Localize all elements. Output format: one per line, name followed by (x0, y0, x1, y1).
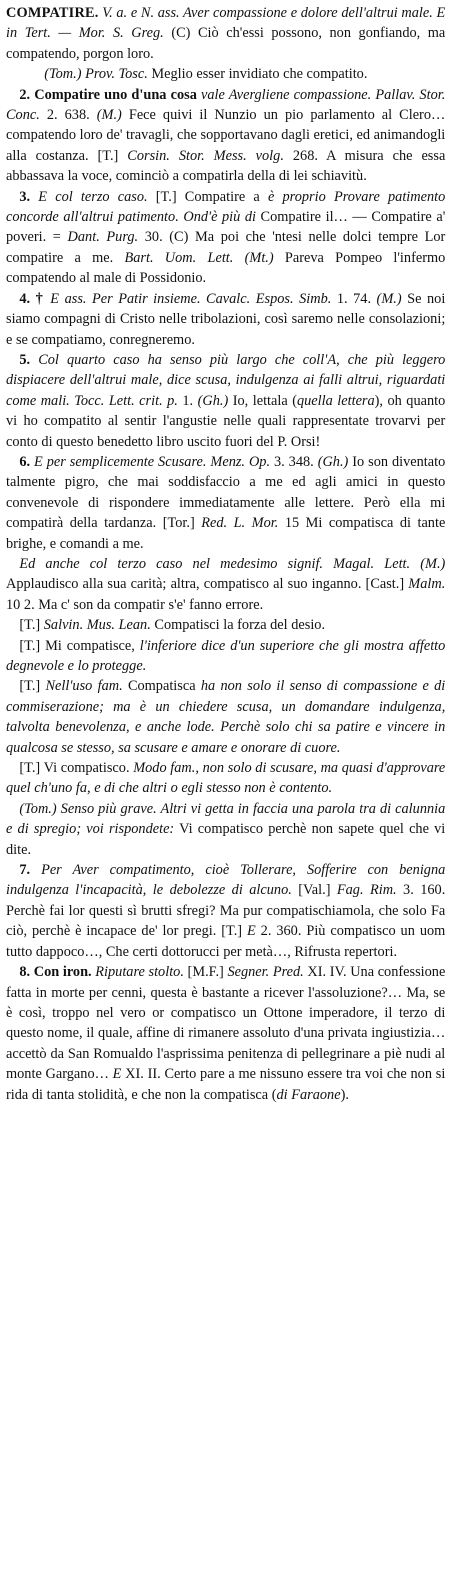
entry-text-segment: 7. (19, 862, 31, 879)
entry-text-segment: Malm. (408, 576, 446, 593)
entry-text-segment: Corsin. Stor. Mess. volg. (127, 147, 284, 164)
entry-paragraph-p6d (6, 636, 445, 677)
entry-paragraph-p6c (6, 615, 445, 635)
entry-text-segment: 268. A misura che essa abbassava la voce, cominciò a compatirla della di lei schiavitù. (6, 147, 446, 185)
entry-text-segment: (Gh.) (197, 392, 229, 409)
entry-text-segment: E (246, 923, 256, 940)
entry-text-segment: (Tom.) Prov. Tosc. (44, 66, 148, 83)
entry-paragraph-p6e (6, 676, 445, 758)
entry-text-segment: 3. 160. Perchè fai lor questi sì brutti sfregi? Ma pur compatischiamola, che solo Fa ciò, perchè è incapace de' lor pregi. [T.] (6, 882, 446, 940)
entry-text-segment: 3. (19, 188, 31, 205)
entry-text-segment: è proprio Provare patimento concorde all'altrui patimento. Ond'è più di (6, 188, 446, 226)
headword: COMPATIRE. (6, 5, 99, 21)
entry-text-segment: [T.] Vi compatisco. (19, 760, 134, 777)
entry-text-segment: ha non solo il senso di compassione e di commiserazione; ma è un chiedere scusa, un domandare indulgenza, talvolta benevolenza, e anche lode. Perchè solo chi sa patire e vincere in qualcosa se stesso, sa scusare e amare e onorare di cuore. (6, 678, 446, 756)
entry-text-segment: (M.) (96, 107, 122, 124)
entry-text-segment: E (112, 1066, 122, 1083)
entry-text-segment: Per Aver compatimento, cioè Tollerare, Sofferire con benigna indulgenza l'incapacità, le debolezze di alcuno. (6, 862, 446, 899)
entry-text-segment: 2. 638. (39, 107, 97, 124)
entry-text-segment: ). (340, 1086, 349, 1103)
entry-text-segment: Io, lettala ( (228, 392, 297, 409)
entry-text-segment: Bart. Uom. Lett. (Mt.) (124, 249, 274, 266)
entry-text-segment: E col terzo caso. (30, 188, 148, 205)
entry-text-segment: Ed anche col terzo caso nel medesimo signif. Magal. Lett. (M.) (19, 555, 446, 572)
entry-text-segment: Red. L. Mor. (201, 515, 279, 532)
entry-text-segment: 30. (C) Ma poi che 'ntesi nelle dolci tempre Lor compatire a me. (6, 229, 446, 266)
entry-text-segment: Fece quivi il Nunzio un pio parlamento al Clero… compatendo loro de' travagli, che sopportavano dagli eretici, ed animandogli alla costanza. [T.] (6, 107, 446, 164)
entry-paragraph-p8 (6, 962, 445, 1105)
entry-text-segment: Nell'uso fam. (45, 678, 123, 695)
entry-text-segment: Se noi siamo compagni di Cristo nelle tribolazioni, così saremo nelle consolazioni; e se compatiamo, conregneremo. (6, 290, 446, 348)
entry-paragraph-p0 (6, 3, 445, 64)
entry-text-segment: (C) Ciò ch'essi possono, non gonfiando, ma compatendo, porgon loro. (6, 25, 446, 62)
entry-paragraph-p6 (6, 452, 445, 554)
entry-paragraph-p4 (6, 289, 445, 350)
entry-text-segment: Modo fam., non solo di scusare, ma quasi d'approvare quel ch'uno fa, e di che altri o egli stesso non è contento. (6, 760, 446, 797)
entry-text-segment: Io son diventato talmente pigro, che mai soddisfaccio a me ed agli amici in questo convenevole di rispondere immediatamente alle lettere. Però ella mi compatirà della tardanza. [Tor.] (6, 453, 446, 532)
entry-text-segment: 6. (19, 453, 31, 470)
entry-text-segment: Col quarto caso ha senso più largo che coll'A, che più leggero dispiacere dell'altrui male, dice scusa, indulgenza ai falli altrui, riguardati come mali. Tocc. Lett. crit. p. (6, 351, 446, 409)
entry-text-segment: 8. Con iron. (19, 964, 92, 981)
entry-text-segment: E ass. Per Patir insieme. Cavalc. Espos. Simb. (44, 290, 332, 307)
entry-text-segment: Pareva Pompeo l'infermo compatendo al male di Possidonio. (6, 249, 446, 287)
entry-text-segment: Fag. Rim. (336, 882, 397, 899)
entry-text-segment: 1. 74. (331, 290, 377, 307)
entry-text-segment: 5. (19, 351, 31, 368)
entry-text-segment: [T.] Compatire a (147, 188, 268, 205)
entry-text-segment: 4. † (19, 290, 45, 307)
entry-text-segment: XI. IV. Una confessione fatta in morte per cenni, questa è bastante a ricever l'assoluzione?… Ma, se è così, troppo nel vero or compatisco un Ottone imperadore, il terzo di questo nome, il quale, affine di rimanere assoluto d'una privata ingiustizia… accettò da San Romualdo l'asprissima penitenza di pellegrinare a piè nudi al monte Gargano… (6, 964, 446, 1083)
entry-text-segment: Applaudisco alla sua carità; altra, compatisco al suo inganno. [Cast.] (6, 576, 409, 593)
entry-text-segment: 3. 348. (270, 453, 318, 470)
entry-text-segment: V. a. e N. ass. Aver compassione e dolore dell'altrui male. E in Tert. — Mor. S. Greg. (6, 5, 446, 42)
entry-paragraph-p2 (6, 85, 445, 187)
entry-text-segment: (M.) (376, 290, 402, 307)
entry-text-segment: vale Avergliene compassione. Pallav. Stor. Conc. (6, 86, 446, 124)
entry-paragraph-p3 (6, 187, 445, 289)
entry-text-segment: Dant. Purg. (67, 229, 139, 246)
entry-text-segment: XI. II. Certo pare a me nissuno essere tra voi che non si rida di tanta stolidità, e che non la compatisca ( (6, 1066, 446, 1103)
entry-paragraph-p6b (6, 554, 445, 615)
entry-text-segment: [Val.] (291, 882, 337, 899)
dictionary-entry (6, 3, 445, 1105)
entry-text-segment: Vi compatisco perchè non sapete quel che vi dite. (6, 821, 446, 858)
entry-text-segment: (Tom.) Senso più grave. Altri vi getta in faccia una parola tra di calunnia e di spregio; voi rispondete: (6, 800, 446, 838)
entry-text-segment: [T.] (19, 617, 44, 634)
entry-text-segment: Meglio esser invidiato che compatito. (147, 66, 368, 83)
entry-text-segment: Segner. Pred. (227, 964, 304, 981)
entry-text-segment: l'inferiore dice d'un superiore che gli mostra affetto degnevole e lo protegge. (6, 637, 446, 674)
entry-text-segment: 15 Mi compatisca di tante brighe, e comandi a me. (6, 515, 446, 552)
entry-paragraph-p5 (6, 350, 445, 452)
entry-paragraph-p0b (6, 64, 445, 84)
entry-text-segment: Salvin. Mus. Lean. (43, 617, 151, 634)
entry-text-segment: 2. Compatire uno d'una cosa (19, 86, 197, 103)
entry-text-segment: quella lettera (296, 392, 375, 409)
entry-paragraph-p6g (6, 799, 445, 860)
entry-text-segment: 2. 360. Più compatisco un uom tutto dappoco…, Che certi dottorucci per metà…, Rifrusta repertori. (6, 923, 446, 960)
entry-text-segment: Compatisca (122, 678, 201, 695)
entry-text-segment: (Gh.) (317, 453, 349, 470)
entry-text-segment: 10 2. Ma c' son da compatir s'e' fanno errore. (6, 596, 264, 613)
entry-text-segment: ), oh quanto vi ho compatito al sentir l'angustie nelle quali rappresentate trovarvi per conto di questo benedetto libro uscito fuori del P. Orsi! (6, 392, 446, 450)
entry-paragraph-p6f (6, 758, 445, 799)
entry-text-segment: 1. (177, 392, 198, 409)
entry-text-segment: di Faraone (276, 1086, 341, 1103)
entry-text-segment: Riputare stolto. (91, 964, 184, 981)
entry-text-segment: [M.F.] (183, 964, 228, 981)
entry-text-segment: [T.] (19, 678, 46, 695)
entry-text-segment: [T.] Mi compatisce, (19, 637, 140, 654)
entry-text-segment: Compatire il… — Compatire a' poveri. = (6, 209, 446, 246)
entry-text-segment: E per semplicemente Scusare. Menz. Op. (30, 453, 271, 470)
entry-text-segment: Compatisci la forza del desio. (150, 617, 326, 634)
entry-paragraph-p7 (6, 860, 445, 962)
